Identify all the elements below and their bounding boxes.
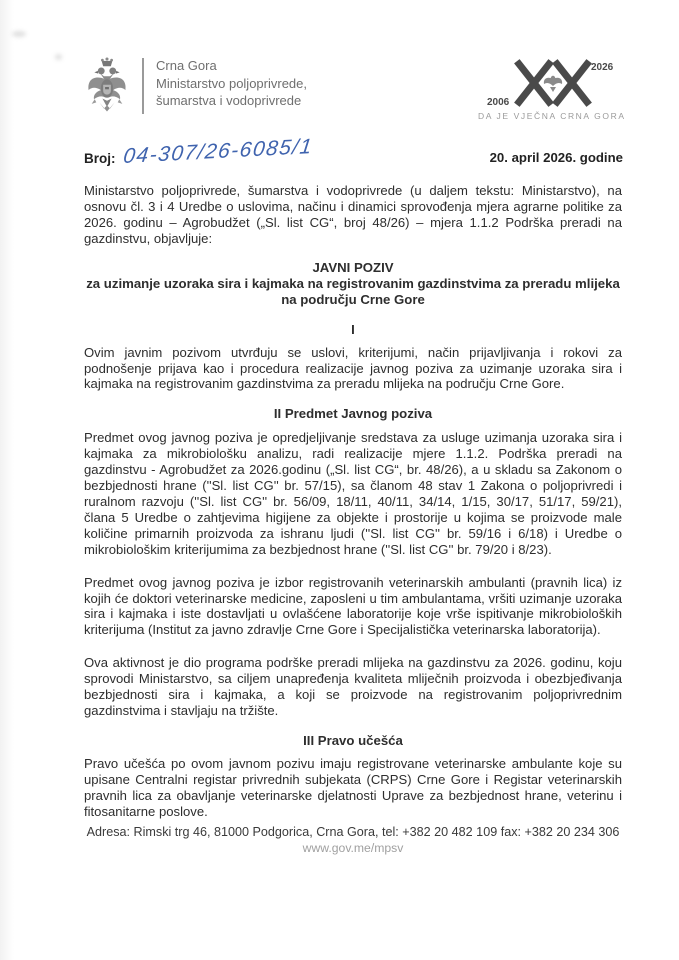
section-heading-1: I <box>351 321 355 337</box>
anniversary-xx-icon <box>485 58 617 110</box>
anniversary-year-start: 2006 <box>486 97 509 108</box>
scan-smudge <box>55 54 62 60</box>
section-heading-2: II Predmet Javnog poziva <box>273 406 433 422</box>
document-footer <box>84 824 622 856</box>
section-2-paragraph-3: Ova aktivnost je dio programa podrške preradi mlijeka na gazdinstvu za 2026. godinu, koju sprovodi Ministarstvo, sa ciljem unapređenja kvaliteta mliječnih proizvoda i obezbjeđivanja bezbjednosti sira i kajmaka, a koji se proizvode na registrovanim poljoprivrednim gazdinstvima i stavljaju na tržište. <box>84 655 622 718</box>
document-number <box>84 134 314 168</box>
anniversary-slogan: DA JE VJEČNA CRNA GORA <box>478 111 626 121</box>
ministry-name-line2: šumarstva i vodoprivrede <box>156 93 302 108</box>
document-subtitle: za uzimanje uzoraka sira i kajmaka na registrovanim gazdinstvima za preradu mlijeka na području Crne Gore <box>86 275 620 308</box>
document-title: JAVNI POZIV <box>312 259 394 275</box>
section-3-paragraph: Pravo učešća po ovom javnom pozivu imaju registrovane veterinarske ambulante koje su upisane Centralni registar privrednih subjekata (CRPS) Crne Gore i Registar veterinarskih pravnih lica za obavljanje veterinarske djelatnosti Uprave za bezbjednost hrane, veterinu i fitosanitarne poslove. <box>84 755 622 819</box>
document-body <box>84 183 622 819</box>
anniversary-logo <box>478 58 626 121</box>
intro-paragraph: Ministarstvo poljoprivrede, šumarstva i vodoprivrede (u daljem tekstu: Ministarstvo), na osnovu čl. 3 i 4 Uredbe o uslovima, načinu i dinamici sprovođenja mjera agrarne politike za 2026. godinu – Agrobudžet („Sl. list CG“, broj 48/26) – mjera 1.1.2 Podrška preradi na gazdinstvu, objavljuje: <box>84 183 622 246</box>
country-name: Crna Gora <box>156 58 217 73</box>
coat-of-arms-icon <box>84 56 130 118</box>
handwritten-number: 04-307/26-6085/1 <box>121 134 314 168</box>
ministry-name-block <box>156 54 307 110</box>
section-1-paragraph: Ovim javnim pozivom utvrđuju se uslovi, kriterijumi, način prijavljivanja i rokovi za podnošenje prijava kao i procedura realizacije javnog poziva za uzimanje uzoraka sira i kajmaka na registrovanim gazdinstvima za preradu mlijeka na području Crne Gore. <box>84 344 622 392</box>
anniversary-year-end: 2026 <box>590 62 613 73</box>
ministry-name-line1: Ministarstvo poljoprivrede, <box>156 75 308 91</box>
number-label: Broj: <box>84 151 116 166</box>
footer-address: Adresa: Rimski trg 46, 81000 Podgorica, Crna Gora, tel: +382 20 482 109 fax: +382 20 234 306 <box>86 825 620 839</box>
footer-website: www.gov.me/mpsv <box>302 841 404 855</box>
document-date: 20. april 2026. godine <box>489 150 623 165</box>
section-2-paragraph-2: Predmet ovog javnog poziva je izbor registrovanih veterinarskih ambulanti (pravnih lica) iz kojih će doktori veterinarske medicine, zaposleni u tim ambulantama, vršiti uzimanje uzoraka sira i kajmaka i iste dostavljati u ovlašćene laboratorije koje vrše ispitivanje mikrobioloških kriterijuma (Institut za javno zdravlje Crne Gore i Specijalistička veterinarska laboratorija). <box>84 574 622 638</box>
section-2-paragraph-1: Predmet ovog javnog poziva je opredjeljivanje sredstava za usluge uzimanja uzoraka sira i kajmaka za mikrobiološku analizu, radi realizacije mjere 1.1.2. Podrška preradi na gazdinstvu - Agrobudžet za 2026.godinu („Sl. list CG“, br. 48/26), a u skladu sa Zakonom o bezbjednosti hrane (''Sl. list CG'' br. 57/15), sa članom 48 stav 1 Zakona o poljoprivredi i ruralnom razvoju (''Sl. list CG'' br. 56/09, 18/11, 40/11, 34/14, 1/15, 30/17, 51/17, 59/21), člana 5 Uredbe o zahtjevima higijene za objekte i prostorije u kojima se proizvode male količine primarnih proizvoda za ishranu ljudi (''Sl. list CG'' br. 59/16 i 6/18) i Uredbe o mikrobiološkim kriterijumima za bezbjednost hrane (''Sl. list CG'' br. 79/20 i 8/23). <box>84 430 622 557</box>
meta-row <box>84 134 623 168</box>
scan-smudge <box>12 31 26 37</box>
letterhead-left <box>84 54 307 118</box>
letterhead <box>84 54 626 121</box>
letterhead-divider <box>142 58 144 114</box>
section-heading-3: III Pravo učešća <box>303 732 403 748</box>
